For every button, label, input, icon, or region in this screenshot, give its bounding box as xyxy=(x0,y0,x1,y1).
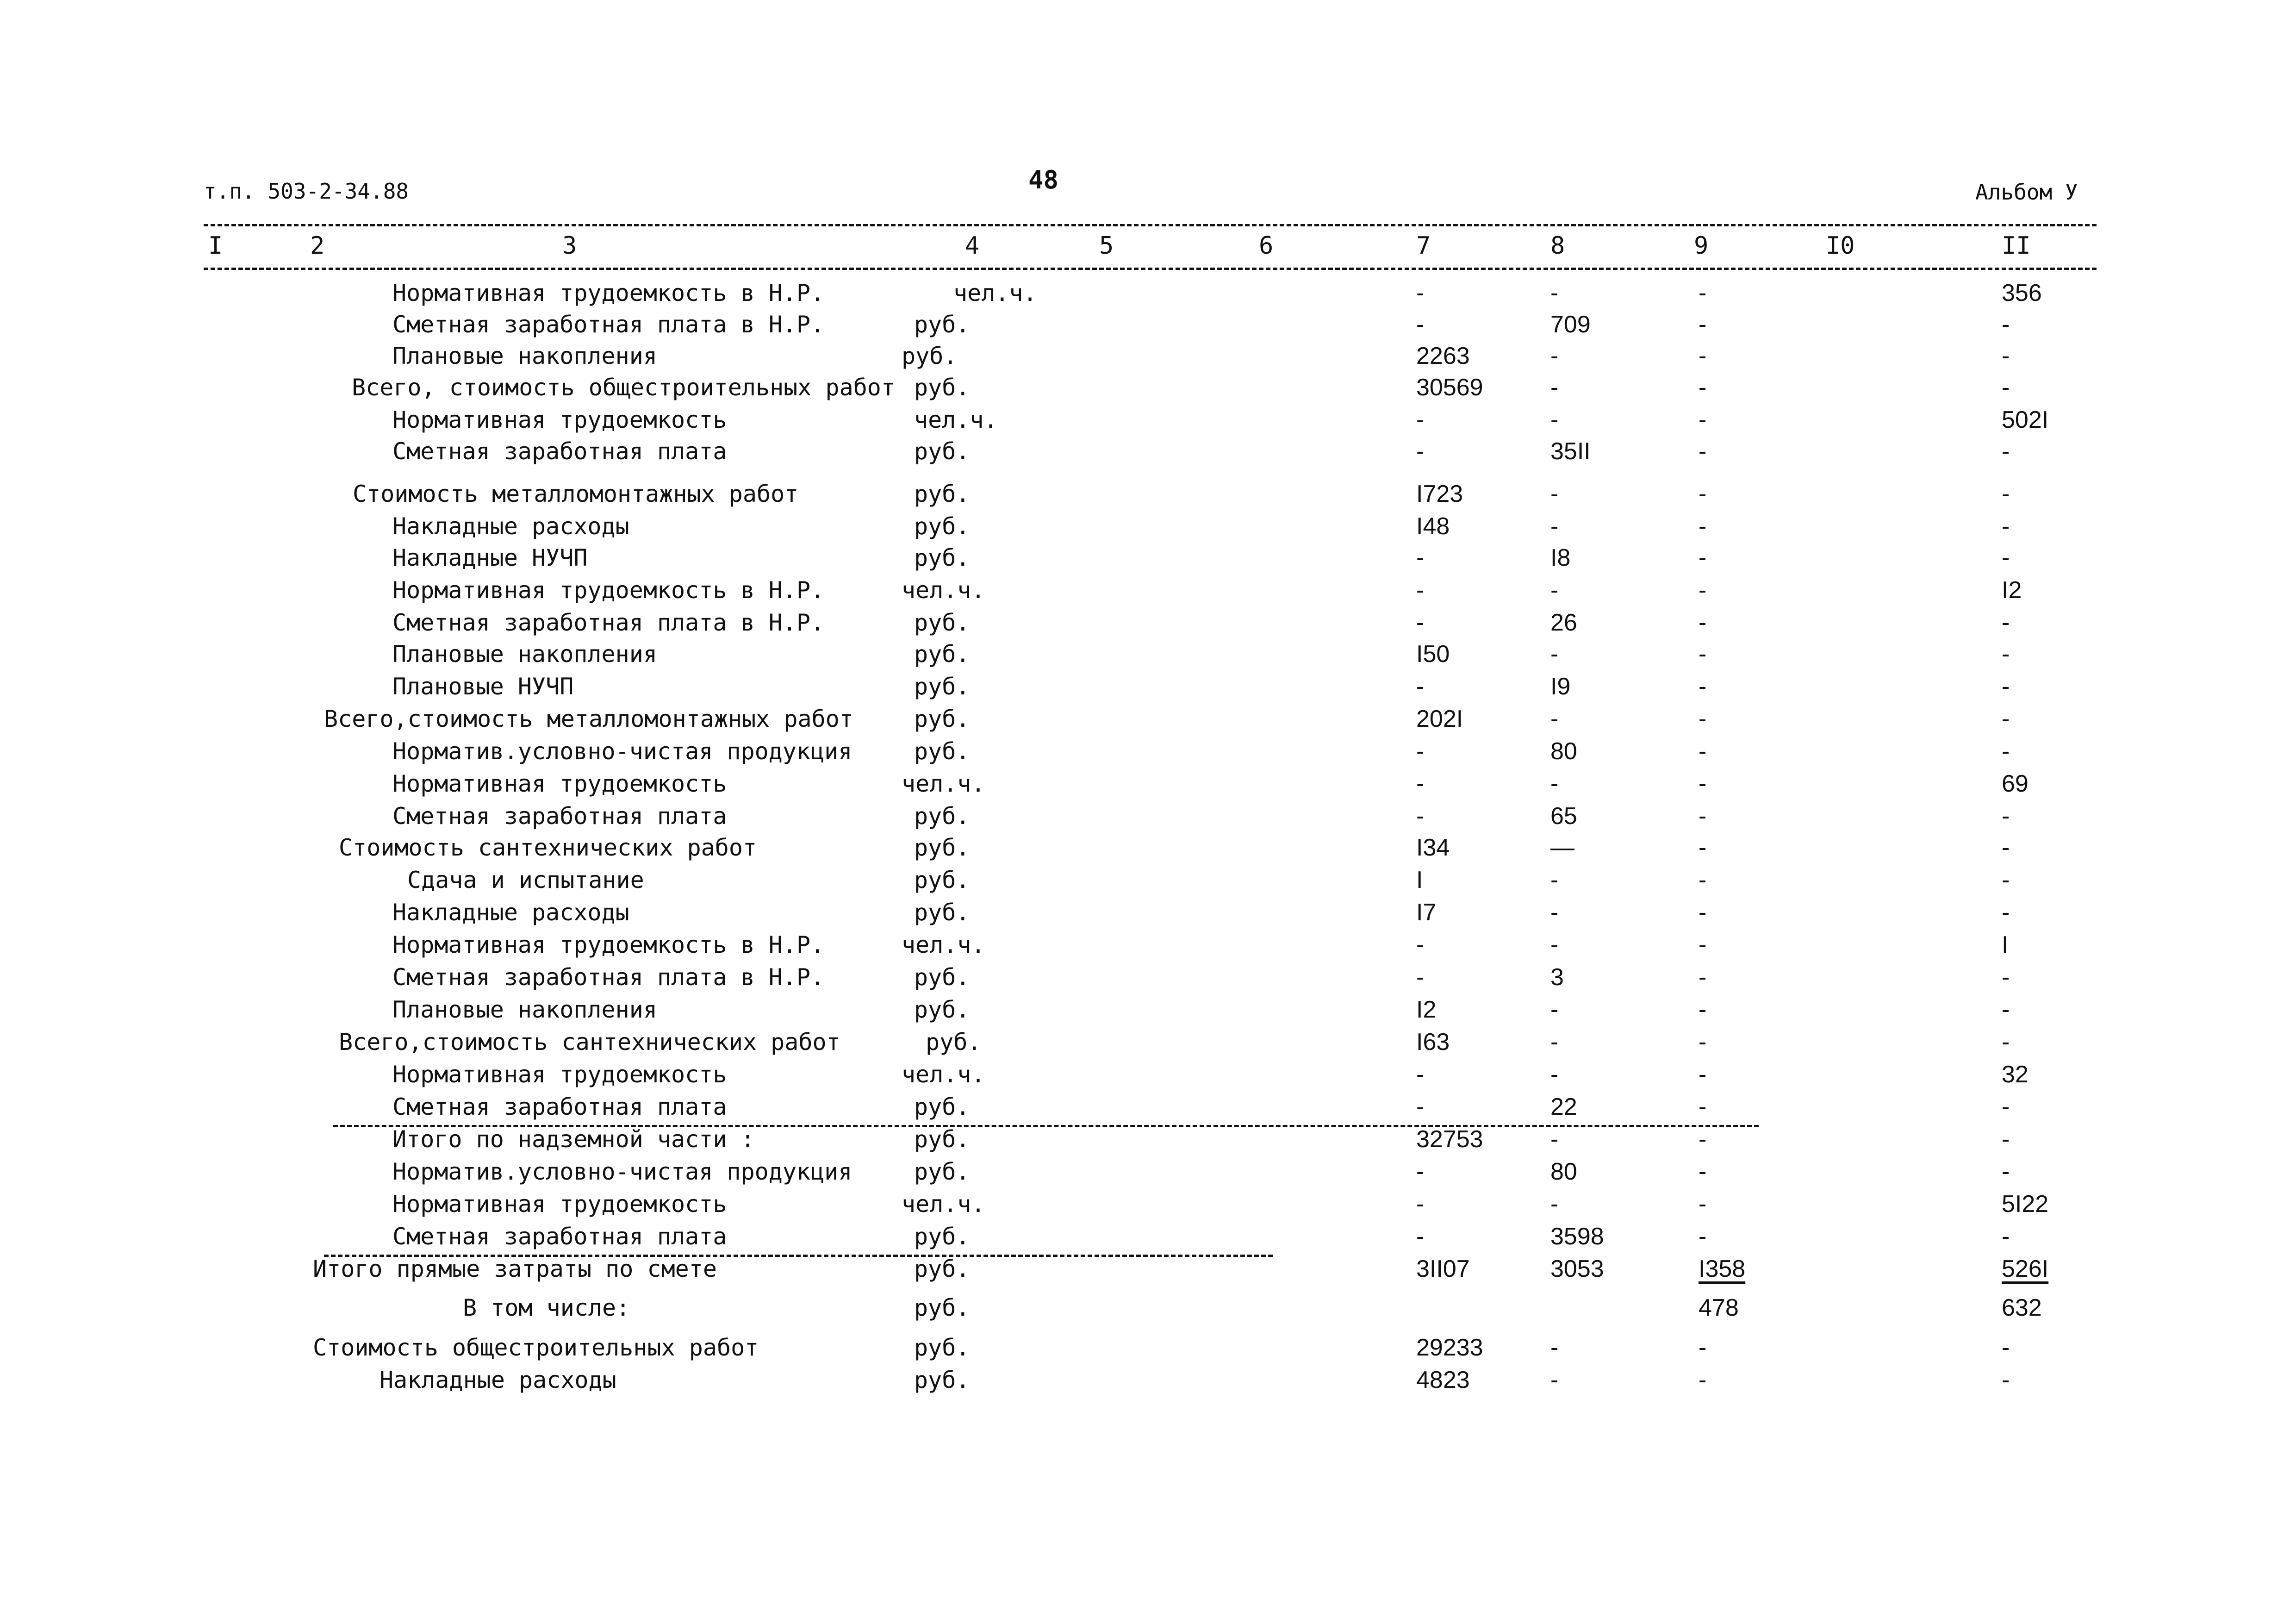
table-row xyxy=(0,800,2296,832)
cell-col-9: - xyxy=(1699,406,1707,433)
row-label: Норматив.условно-чистая продукция xyxy=(392,738,852,765)
cell-col-11: - xyxy=(2002,641,2010,668)
page-number: 48 xyxy=(1028,165,1059,194)
cell-col-11: - xyxy=(2002,1158,2010,1185)
cell-col-7: I723 xyxy=(1416,481,1463,507)
cell-col-8: - xyxy=(1550,1126,1559,1153)
table-row xyxy=(0,371,2296,404)
row-label: Плановые НУЧП xyxy=(392,673,574,700)
cell-col-9: - xyxy=(1699,1158,1707,1185)
table-row xyxy=(0,1058,2296,1091)
row-label: Сметная заработная плата xyxy=(392,438,727,465)
row-label: Нормативная трудоемкость xyxy=(392,1191,727,1218)
row-unit: руб. xyxy=(914,673,970,700)
cell-col-8: 80 xyxy=(1550,1158,1577,1185)
cell-col-8: 3053 xyxy=(1550,1255,1604,1282)
row-unit: чел.ч. xyxy=(953,280,1037,306)
cell-col-8: - xyxy=(1550,770,1559,797)
row-label: Нормативная трудоемкость в Н.Р. xyxy=(392,577,825,604)
cell-col-8: 3 xyxy=(1550,964,1564,991)
cell-col-7: - xyxy=(1416,738,1425,765)
cell-col-11: - xyxy=(2002,1223,2010,1250)
cell-col-11: - xyxy=(2002,996,2010,1023)
table-row xyxy=(0,896,2296,929)
cell-col-8: - xyxy=(1550,1029,1559,1056)
table-row xyxy=(0,1156,2296,1188)
cell-col-11: - xyxy=(2002,374,2010,401)
cell-col-11: - xyxy=(2002,964,2010,991)
row-unit: руб. xyxy=(914,544,970,571)
album-label: Альбом У xyxy=(1975,180,2078,205)
row-label: Сметная заработная плата в Н.Р. xyxy=(392,311,825,338)
table-row xyxy=(0,606,2296,639)
cell-col-11: 32 xyxy=(2002,1061,2028,1088)
table-row xyxy=(0,1220,2296,1253)
cell-col-8: - xyxy=(1550,374,1559,401)
cell-col-11: - xyxy=(2002,803,2010,830)
cell-col-7: - xyxy=(1416,1158,1425,1185)
cell-col-11: 5I22 xyxy=(2002,1191,2049,1218)
cell-col-7: - xyxy=(1416,438,1425,465)
table-row xyxy=(0,993,2296,1026)
row-label: Накладные расходы xyxy=(380,1367,616,1393)
cell-col-8: 22 xyxy=(1550,1093,1577,1120)
cell-col-9: - xyxy=(1699,931,1707,958)
row-label: Стоимость сантехнических работ xyxy=(339,834,757,861)
cell-col-11: - xyxy=(2002,1093,2010,1120)
cell-col-8: - xyxy=(1550,641,1559,668)
cell-col-8: - xyxy=(1550,1367,1559,1393)
table-row xyxy=(0,1292,2296,1324)
cell-col-11: - xyxy=(2002,867,2010,893)
cell-col-11: - xyxy=(2002,899,2010,926)
row-label: Нормативная трудоемкость в Н.Р. xyxy=(392,931,825,958)
table-row xyxy=(0,864,2296,896)
table-row xyxy=(0,574,2296,606)
row-label: Нормативная трудоемкость xyxy=(392,406,727,433)
column-header-1: I xyxy=(208,232,223,260)
cell-col-7: I xyxy=(1416,867,1423,893)
row-unit: руб. xyxy=(914,964,970,991)
row-unit: руб. xyxy=(914,1294,970,1321)
section-separator-rule xyxy=(333,1125,1759,1127)
cell-col-7: 2263 xyxy=(1416,343,1470,369)
cell-col-9: - xyxy=(1699,641,1707,668)
cell-col-9: - xyxy=(1699,1029,1707,1056)
cell-col-11: - xyxy=(2002,706,2010,732)
table-row xyxy=(0,961,2296,993)
row-label: Сметная заработная плата в Н.Р. xyxy=(392,609,825,636)
cell-col-11: - xyxy=(2002,513,2010,540)
cell-col-8: 65 xyxy=(1550,803,1577,830)
row-label: Норматив.условно-чистая продукция xyxy=(392,1158,852,1185)
cell-col-8: - xyxy=(1550,577,1559,604)
cell-col-9: - xyxy=(1699,1126,1707,1153)
cell-col-7: - xyxy=(1416,1061,1425,1088)
table-row xyxy=(0,1364,2296,1396)
cell-col-11: - xyxy=(2002,481,2010,507)
cell-col-9: - xyxy=(1699,311,1707,338)
table-row xyxy=(0,670,2296,703)
cell-col-9: - xyxy=(1699,834,1707,861)
table-row xyxy=(0,638,2296,670)
cell-col-8: I8 xyxy=(1550,544,1571,571)
cell-col-11: - xyxy=(2002,311,2010,338)
row-label: Плановые накопления xyxy=(392,343,657,369)
table-row xyxy=(0,510,2296,543)
cell-col-7: 32753 xyxy=(1416,1126,1483,1153)
row-label: Нормативная трудоемкость xyxy=(392,770,727,797)
cell-col-11: - xyxy=(2002,1029,2010,1056)
cell-col-7: - xyxy=(1416,544,1425,571)
cell-col-9: - xyxy=(1699,996,1707,1023)
cell-col-9: - xyxy=(1699,738,1707,765)
cell-col-7: - xyxy=(1416,311,1425,338)
cell-col-7: - xyxy=(1416,770,1425,797)
row-unit: руб. xyxy=(914,1126,970,1153)
cell-col-9: - xyxy=(1699,513,1707,540)
cell-col-8: - xyxy=(1550,1191,1559,1218)
row-unit: чел.ч. xyxy=(902,770,985,797)
row-label: Итого по надземной части : xyxy=(392,1126,755,1153)
table-row xyxy=(0,404,2296,436)
row-unit: руб. xyxy=(914,1367,970,1393)
row-unit: руб. xyxy=(926,1029,982,1056)
cell-col-7: - xyxy=(1416,1191,1425,1218)
cell-col-7: - xyxy=(1416,964,1425,991)
row-label: Всего,стоимость металломонтажных работ xyxy=(324,706,853,732)
row-label: Сметная заработная плата xyxy=(392,1223,727,1250)
cell-col-7: I63 xyxy=(1416,1029,1450,1056)
cell-col-9: - xyxy=(1699,770,1707,797)
row-unit: руб. xyxy=(902,343,958,369)
row-unit: руб. xyxy=(914,374,970,401)
cell-col-8: - xyxy=(1550,867,1559,893)
cell-col-7: I7 xyxy=(1416,899,1437,926)
cell-col-11: - xyxy=(2002,834,2010,861)
table-row xyxy=(0,929,2296,961)
column-header-8: 8 xyxy=(1550,232,1565,260)
column-header-11: II xyxy=(2002,232,2031,260)
cell-col-9: - xyxy=(1699,867,1707,893)
row-unit: руб. xyxy=(914,899,970,926)
cell-col-9: - xyxy=(1699,1367,1707,1393)
cell-col-7: 3II07 xyxy=(1416,1255,1470,1282)
cell-col-9: - xyxy=(1699,964,1707,991)
cell-col-8: - xyxy=(1550,513,1559,540)
row-label: Сметная заработная плата в Н.Р. xyxy=(392,964,825,991)
row-unit: чел.ч. xyxy=(902,1191,985,1218)
cell-col-9: - xyxy=(1699,1093,1707,1120)
cell-col-11: 502I xyxy=(2002,406,2049,433)
column-header-3: 3 xyxy=(562,232,577,260)
table-row xyxy=(0,435,2296,468)
column-header-2: 2 xyxy=(310,232,325,260)
table-row xyxy=(0,1091,2296,1123)
row-unit: руб. xyxy=(914,1334,970,1361)
table-row xyxy=(0,542,2296,574)
cell-col-9: - xyxy=(1699,1223,1707,1250)
cell-col-11: - xyxy=(2002,1334,2010,1361)
table-row xyxy=(0,768,2296,800)
cell-col-7: - xyxy=(1416,609,1425,636)
document-code: т.п. 503-2-34.88 xyxy=(204,179,409,204)
cell-col-11: I xyxy=(2002,931,2009,958)
row-label: Накладные расходы xyxy=(392,899,629,926)
cell-col-11: 526I xyxy=(2002,1255,2049,1282)
cell-col-9: - xyxy=(1699,1191,1707,1218)
row-unit: руб. xyxy=(914,996,970,1023)
cell-col-7: I2 xyxy=(1416,996,1437,1023)
cell-col-8: - xyxy=(1550,931,1559,958)
row-label: Нормативная трудоемкость xyxy=(392,1061,727,1088)
row-label: Всего,стоимость сантехнических работ xyxy=(339,1029,840,1056)
header-bottom-rule xyxy=(204,268,2097,270)
cell-col-11: - xyxy=(2002,438,2010,465)
row-unit: руб. xyxy=(914,513,970,540)
cell-col-7: I34 xyxy=(1416,834,1450,861)
cell-col-9: - xyxy=(1699,673,1707,700)
cell-col-8: 3598 xyxy=(1550,1223,1604,1250)
column-header-9: 9 xyxy=(1694,232,1709,260)
column-header-6: 6 xyxy=(1259,232,1274,260)
row-label: Всего, стоимость общестроительных работ xyxy=(352,374,895,401)
row-label: Сметная заработная плата xyxy=(392,1093,727,1120)
cell-col-9: - xyxy=(1699,609,1707,636)
cell-col-8: — xyxy=(1550,834,1574,861)
cell-col-9: - xyxy=(1699,343,1707,369)
cell-col-9: - xyxy=(1699,899,1707,926)
row-label: Стоимость металломонтажных работ xyxy=(353,481,799,507)
column-header-7: 7 xyxy=(1416,232,1431,260)
column-header-4: 4 xyxy=(965,232,980,260)
cell-col-8: I9 xyxy=(1550,673,1571,700)
row-label: Плановые накопления xyxy=(392,641,657,668)
cell-col-7: I50 xyxy=(1416,641,1450,668)
cell-col-11: - xyxy=(2002,1367,2010,1393)
row-label: Нормативная трудоемкость в Н.Р. xyxy=(392,280,825,306)
cell-col-7: - xyxy=(1416,1223,1425,1250)
table-row xyxy=(0,1188,2296,1220)
cell-col-11: - xyxy=(2002,1126,2010,1153)
table-row xyxy=(0,340,2296,372)
cell-col-7: - xyxy=(1416,280,1425,306)
row-unit: руб. xyxy=(914,1223,970,1250)
cell-col-11: - xyxy=(2002,609,2010,636)
cell-col-7: - xyxy=(1416,931,1425,958)
cell-col-9: - xyxy=(1699,374,1707,401)
cell-col-8: - xyxy=(1550,1334,1559,1361)
cell-col-9: - xyxy=(1699,1061,1707,1088)
table-row xyxy=(0,1026,2296,1058)
cell-col-8: - xyxy=(1550,481,1559,507)
cell-col-9: - xyxy=(1699,577,1707,604)
section-separator-rule xyxy=(324,1255,1273,1257)
cell-col-7: 4823 xyxy=(1416,1367,1470,1393)
row-label: Сметная заработная плата xyxy=(392,803,727,830)
cell-col-7: 30569 xyxy=(1416,374,1483,401)
cell-col-9: - xyxy=(1699,1334,1707,1361)
table-row xyxy=(0,478,2296,510)
cell-col-9: - xyxy=(1699,438,1707,465)
table-top-rule xyxy=(204,224,2097,226)
cell-col-8: 80 xyxy=(1550,738,1577,765)
table-row xyxy=(0,1331,2296,1364)
cell-col-9: I358 xyxy=(1699,1255,1746,1282)
cell-col-8: - xyxy=(1550,343,1559,369)
cell-col-11: 69 xyxy=(2002,770,2028,797)
cell-col-9: - xyxy=(1699,280,1707,306)
row-label: Накладные расходы xyxy=(392,513,629,540)
row-unit: руб. xyxy=(914,311,970,338)
cell-col-11: - xyxy=(2002,673,2010,700)
cell-col-7: - xyxy=(1416,406,1425,433)
row-unit: руб. xyxy=(914,1158,970,1185)
row-unit: руб. xyxy=(914,1093,970,1120)
row-label: Плановые накопления xyxy=(392,996,657,1023)
cell-col-9: - xyxy=(1699,481,1707,507)
table-row xyxy=(0,703,2296,735)
row-unit: руб. xyxy=(914,834,970,861)
cell-col-7: I48 xyxy=(1416,513,1450,540)
row-unit: руб. xyxy=(914,1255,970,1282)
cell-col-7: - xyxy=(1416,1093,1425,1120)
cell-col-11: I2 xyxy=(2002,577,2022,604)
cell-col-8: - xyxy=(1550,996,1559,1023)
row-unit: руб. xyxy=(914,867,970,893)
cell-col-7: - xyxy=(1416,803,1425,830)
cell-col-8: 709 xyxy=(1550,311,1591,338)
cell-col-8: - xyxy=(1550,406,1559,433)
cell-col-7: 202I xyxy=(1416,706,1463,732)
table-row xyxy=(0,277,2296,309)
cell-col-11: - xyxy=(2002,544,2010,571)
cell-col-7: - xyxy=(1416,577,1425,604)
row-label: Итого прямые затраты по смете xyxy=(313,1255,717,1282)
row-unit: чел.ч. xyxy=(902,577,985,604)
cell-col-9: - xyxy=(1699,544,1707,571)
cell-col-8: - xyxy=(1550,280,1559,306)
row-label: Стоимость общестроительных работ xyxy=(313,1334,759,1361)
cell-col-8: 35II xyxy=(1550,438,1591,465)
row-unit: руб. xyxy=(914,706,970,732)
column-header-10: I0 xyxy=(1826,232,1855,260)
table-row xyxy=(0,308,2296,341)
cell-col-11: 632 xyxy=(2002,1294,2042,1321)
row-unit: руб. xyxy=(914,609,970,636)
cell-col-9: - xyxy=(1699,803,1707,830)
cell-col-8: - xyxy=(1550,706,1559,732)
cell-col-9: 478 xyxy=(1699,1294,1739,1321)
row-unit: чел.ч. xyxy=(902,1061,985,1088)
cell-col-7: 29233 xyxy=(1416,1334,1483,1361)
row-unit: чел.ч. xyxy=(902,931,985,958)
row-unit: руб. xyxy=(914,641,970,668)
cell-col-8: - xyxy=(1550,1061,1559,1088)
table-row xyxy=(0,831,2296,864)
row-unit: руб. xyxy=(914,803,970,830)
row-unit: руб. xyxy=(914,738,970,765)
column-header-5: 5 xyxy=(1099,232,1114,260)
cell-col-9: - xyxy=(1699,706,1707,732)
cell-col-7: - xyxy=(1416,673,1425,700)
cell-col-8: 26 xyxy=(1550,609,1577,636)
cell-col-11: 356 xyxy=(2002,280,2042,306)
cell-col-11: - xyxy=(2002,738,2010,765)
table-row xyxy=(0,735,2296,768)
row-label: В том числе: xyxy=(463,1294,630,1321)
row-unit: руб. xyxy=(914,438,970,465)
row-label: Накладные НУЧП xyxy=(392,544,588,571)
row-label: Сдача и испытание xyxy=(407,867,644,893)
row-unit: чел.ч. xyxy=(914,406,998,433)
table-row xyxy=(0,1253,2296,1285)
table-row xyxy=(0,1123,2296,1156)
row-unit: руб. xyxy=(914,481,970,507)
cell-col-8: - xyxy=(1550,899,1559,926)
cell-col-11: - xyxy=(2002,343,2010,369)
